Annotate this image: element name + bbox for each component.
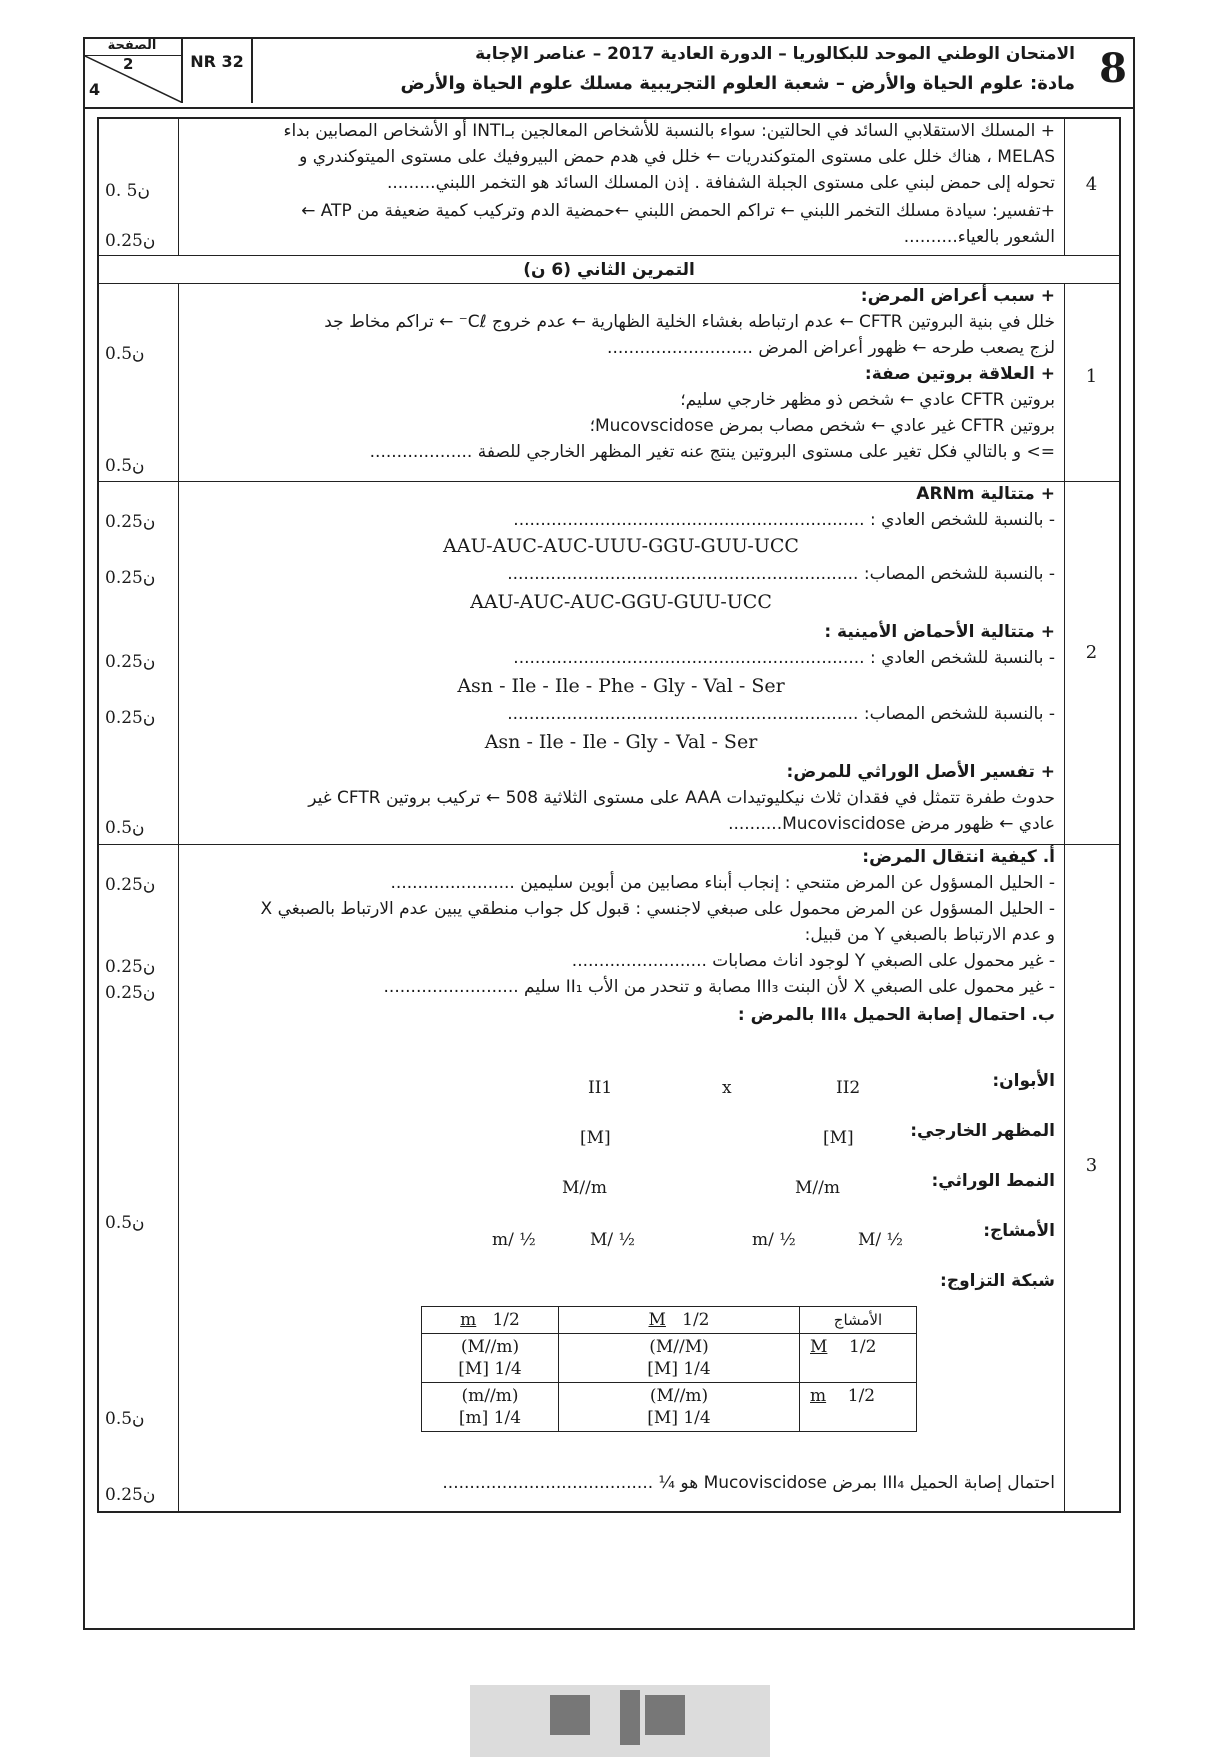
row-gamete: m bbox=[810, 1386, 827, 1406]
gamete-1b: M/ ½ bbox=[590, 1230, 636, 1250]
genotype-2: M//m bbox=[795, 1178, 840, 1198]
text-line: بروتين CFTR غير عادي ← شخص مصاب بمرض Mucovscidose؛ bbox=[589, 416, 1055, 436]
score-value: 0.25ن bbox=[105, 875, 156, 895]
phenotype: [M] 1/4 bbox=[647, 1359, 711, 1379]
text-line: و عدم الارتباط بالصبغي Y من قبيل: bbox=[804, 925, 1055, 945]
text-line: تحوله إلى حمض لبني على مستوى الجبلة الشفافة . إذن المسلك السائد هو التخمر اللبني......... bbox=[386, 173, 1055, 193]
text-line: - الحليل المسؤول عن المرض محمول على صبغي لاجنسي : قبول كل جواب منطقي يبين عدم الارتباط بالصبغي X bbox=[260, 899, 1055, 919]
mrna-sequence-normal: AAU-AUC-AUC-UUU-GGU-GUU-UCC bbox=[443, 535, 799, 557]
gamete-prob: 1/2 bbox=[492, 1310, 520, 1330]
header-title bbox=[315, 39, 1075, 99]
text-line: => و بالتالي فكل تغير على مستوى البروتين ينتج عنه تغير المظهر الخارجي للصفة ................... bbox=[369, 442, 1055, 462]
genotype: (m//m) bbox=[461, 1386, 519, 1406]
table-row bbox=[422, 1307, 917, 1334]
page-total: 4 bbox=[89, 80, 101, 99]
page-number-box bbox=[83, 37, 183, 103]
table-cell bbox=[800, 1334, 917, 1383]
punnett-square bbox=[421, 1306, 917, 1432]
phenotype: [m] 1/4 bbox=[458, 1408, 522, 1428]
heading: أ. كيفية انتقال المرض: bbox=[862, 847, 1055, 867]
parent-1: II1 bbox=[588, 1078, 613, 1098]
score-value: 0.5ن bbox=[105, 1213, 145, 1233]
heading: + متتالية ARNm bbox=[916, 484, 1055, 504]
gamete-1a: m/ ½ bbox=[492, 1230, 536, 1250]
parents-label bbox=[187, 1069, 1055, 1093]
score-value: 0.25ن bbox=[105, 957, 156, 977]
text-line: - بالنسبة للشخص العادي : ................................................................. bbox=[513, 510, 1055, 530]
heading: + سبب أعراض المرض: bbox=[860, 286, 1055, 306]
question-number: 2 bbox=[1085, 642, 1098, 663]
header-title-line1: الامتحان الوطني الموحد للبكالوريا – الدورة العادية 2017 – عناصر الإجابة bbox=[475, 44, 1075, 64]
question-number: 3 bbox=[1085, 1155, 1098, 1176]
text-line: بروتين CFTR عادي ← شخص ذو مظهر خارجي سليم؛ bbox=[680, 390, 1055, 410]
score-value: 0.5ن bbox=[105, 1409, 145, 1429]
exercise-title-row bbox=[99, 256, 1119, 284]
page-number: 2 bbox=[123, 55, 134, 73]
footer-scan-image bbox=[470, 1685, 770, 1757]
gamete-2a: m/ ½ bbox=[752, 1230, 796, 1250]
number-column bbox=[1064, 482, 1119, 844]
table-row bbox=[422, 1383, 917, 1432]
text-line: لزج يصعب طرحه ← ظهور أعراض المرض ........................... bbox=[607, 338, 1055, 358]
table-cell bbox=[422, 1307, 559, 1334]
text-line: - غير محمول على الصبغي Y لوجود اناث مصابات ......................... bbox=[571, 951, 1055, 971]
text-line bbox=[187, 284, 1055, 308]
phenotype: [M] 1/4 bbox=[647, 1408, 711, 1428]
table-cell bbox=[422, 1334, 559, 1383]
label: المظهر الخارجي: bbox=[910, 1121, 1055, 1141]
score-value: 0.5ن bbox=[105, 344, 145, 364]
exercise-title: التمرين الثاني (6 ن) bbox=[523, 260, 695, 280]
text-line bbox=[187, 362, 1055, 386]
question-number: 4 bbox=[1085, 174, 1098, 195]
cross-sign: x bbox=[722, 1078, 732, 1098]
text-line: - الحليل المسؤول عن المرض متنحي : إنجاب أبناء مصابين من أبوين سليمين ....................... bbox=[390, 873, 1055, 893]
answer-content bbox=[183, 119, 1059, 255]
score-column bbox=[99, 284, 179, 481]
genotype: (M//m) bbox=[649, 1386, 709, 1406]
text-line bbox=[187, 1003, 1055, 1027]
text-line: - غير محمول على الصبغي X لأن البنت III₃ مصابة و تنحدر من الأب II₁ سليم ......................... bbox=[383, 977, 1055, 997]
label: الأمشاج: bbox=[983, 1221, 1055, 1241]
heading: + متتالية الأحماض الأمينية : bbox=[824, 622, 1055, 642]
text-line bbox=[187, 760, 1055, 784]
answer-content bbox=[183, 284, 1059, 481]
text-line: - بالنسبة للشخص العادي : ................................................................. bbox=[513, 648, 1055, 668]
score-value: 0.5ن bbox=[105, 456, 145, 476]
row-prob: 1/2 bbox=[847, 1386, 876, 1406]
row-gamete: M bbox=[810, 1337, 828, 1357]
score-value: 0.25ن bbox=[105, 512, 156, 532]
phenotype-1: [M] bbox=[580, 1128, 611, 1148]
exam-header bbox=[83, 37, 1135, 107]
row-q2 bbox=[99, 482, 1119, 845]
text-line: +تفسير: سيادة مسلك التخمر اللبني ← تراكم الحمض اللبني ←حمضية الدم وتركيب كمية ضعيفة من ATP ← bbox=[301, 201, 1055, 221]
parent-2: II2 bbox=[836, 1078, 861, 1098]
answer-content bbox=[183, 482, 1059, 844]
conclusion-line: احتمال إصابة الحميل III₄ بمرض Mucoviscidose هو ¼ ....................................... bbox=[442, 1473, 1055, 1493]
row-prob: 1/2 bbox=[849, 1337, 877, 1357]
row-q4 bbox=[99, 119, 1119, 256]
score-value: 0.25ن bbox=[105, 652, 156, 672]
gamete-header: m bbox=[460, 1310, 477, 1330]
grid-label bbox=[187, 1269, 1055, 1293]
mrna-sequence-affected: AAU-AUC-AUC-GGU-GUU-UCC bbox=[470, 591, 772, 613]
genotype-1: M//m bbox=[562, 1178, 607, 1198]
heading: + تفسير الأصل الوراثي للمرض: bbox=[786, 762, 1055, 782]
table-row bbox=[422, 1334, 917, 1383]
phenotype-2: [M] bbox=[823, 1128, 854, 1148]
text-line: خلل في بنية البروتين CFTR ← عدم ارتباطه بغشاء الخلية الظهارية ← عدم خروج Cℓ⁻ ← تراكم مخاط جد bbox=[324, 312, 1055, 332]
score-value: 0. 5ن bbox=[105, 181, 150, 201]
score-value: 0.25ن bbox=[105, 708, 156, 728]
label: الأبوان: bbox=[992, 1071, 1055, 1091]
heading: + العلاقة بروتين صفة: bbox=[864, 364, 1055, 384]
page-label: الصفحة bbox=[83, 37, 181, 56]
row-q1 bbox=[99, 284, 1119, 482]
gamete-prob: 1/2 bbox=[682, 1310, 710, 1330]
table-cell bbox=[559, 1383, 800, 1432]
score-value: 0.25ن bbox=[105, 1485, 156, 1505]
number-column bbox=[1064, 845, 1119, 1511]
table-cell bbox=[559, 1307, 800, 1334]
genotype-label bbox=[187, 1169, 1055, 1193]
text-line bbox=[187, 845, 1055, 869]
text-line: حدوث طفرة تتمثل في فقدان ثلاث نيكليوتيدات AAA على مستوى الثلاثية 508 ← تركيب بروتين CFTR غير bbox=[308, 788, 1055, 808]
label: شبكة التزاوج: bbox=[940, 1271, 1055, 1291]
decoration bbox=[550, 1695, 590, 1735]
gamete-2b: M/ ½ bbox=[858, 1230, 904, 1250]
text-line bbox=[187, 482, 1055, 506]
label: النمط الوراثي: bbox=[931, 1171, 1055, 1191]
amino-acid-sequence-normal: Asn - Ile - Ile - Phe - Gly - Val - Ser bbox=[457, 675, 785, 697]
gametes-header: الأمشاج bbox=[800, 1307, 917, 1334]
score-value: 0.25ن bbox=[105, 983, 156, 1003]
genotype: (M//M) bbox=[649, 1337, 709, 1357]
text-line: MELAS ، هناك خلل على مستوى المتوكندريات ← خلل في هدم حمض البيروفيك على مستوى الميتوكندري و bbox=[299, 147, 1055, 167]
text-line: + المسلك الاستقلابي السائد في الحالتين: سواء بالنسبة للأشخاص المعالجين بـINTI أو الأشخاص المصابين بداء bbox=[283, 121, 1055, 141]
text-line bbox=[187, 620, 1055, 644]
genotype: (M//m) bbox=[460, 1337, 520, 1357]
score-value: 0.25ن bbox=[105, 568, 156, 588]
table-cell bbox=[422, 1383, 559, 1432]
decoration bbox=[620, 1690, 640, 1745]
amino-acid-sequence-affected: Asn - Ile - Ile - Gly - Val - Ser bbox=[484, 731, 758, 753]
phenotype-label bbox=[187, 1119, 1055, 1143]
exam-code: NR 32 bbox=[183, 37, 253, 103]
header-title-line2: مادة: علوم الحياة والأرض – شعبة العلوم التجريبية مسلك علوم الحياة والأرض bbox=[400, 73, 1075, 94]
text-line: عادي ← ظهور مرض Mucoviscidose.......... bbox=[728, 814, 1055, 834]
grade-mark: 8 bbox=[1099, 45, 1127, 92]
decoration bbox=[645, 1695, 685, 1735]
table-cell bbox=[559, 1334, 800, 1383]
heading: ب. احتمال إصابة الحميل III₄ بالمرض : bbox=[737, 1005, 1055, 1025]
score-value: 0.25ن bbox=[105, 231, 156, 251]
score-value: 0.5ن bbox=[105, 818, 145, 838]
header-divider bbox=[83, 107, 1135, 109]
gamete-header: M bbox=[648, 1310, 666, 1330]
table-cell bbox=[800, 1383, 917, 1432]
phenotype: [M] 1/4 bbox=[458, 1359, 522, 1379]
text-line: - بالنسبة للشخص المصاب: ................................................................. bbox=[507, 704, 1055, 724]
question-number: 1 bbox=[1085, 366, 1098, 387]
answer-table bbox=[97, 117, 1121, 1513]
text-line: - بالنسبة للشخص المصاب: ................................................................. bbox=[507, 564, 1055, 584]
text-line: الشعور بالعياء.......... bbox=[903, 227, 1055, 247]
